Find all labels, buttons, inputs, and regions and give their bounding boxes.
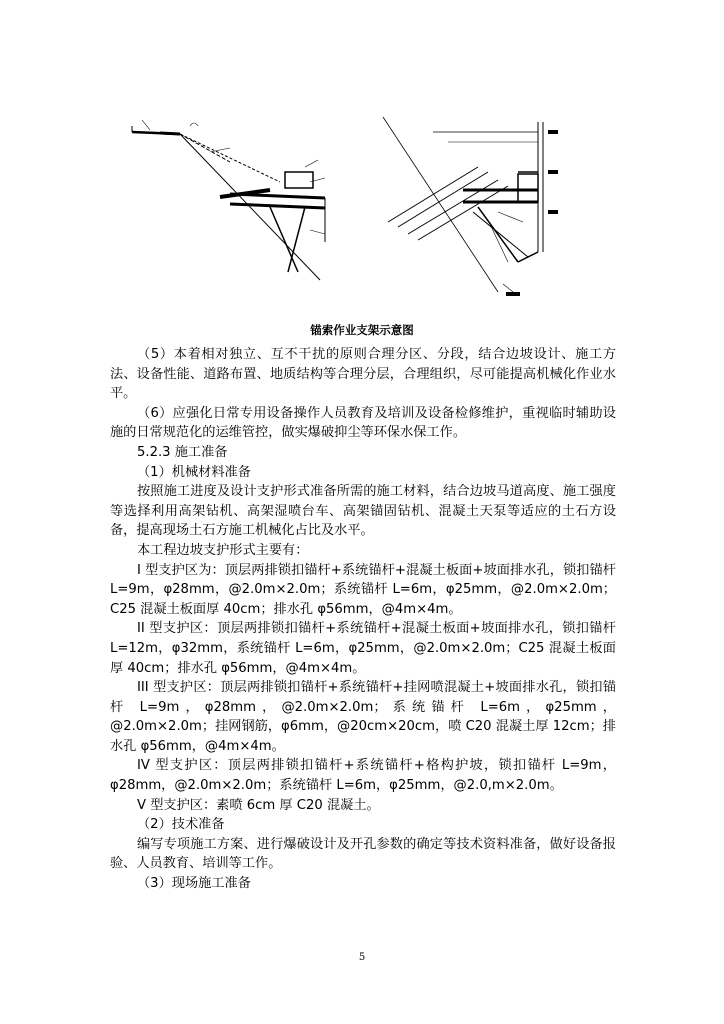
figure-left-support-schematic bbox=[120, 112, 335, 282]
paragraph: 本工程边坡支护形式主要有： bbox=[137, 542, 309, 558]
document-body bbox=[110, 345, 616, 894]
page-number: 5 bbox=[358, 952, 366, 963]
subsection-heading: （3）现场施工准备 bbox=[137, 876, 251, 892]
paragraph: 编写专项施工方案、进行爆破设计及开孔参数的确定等技术资料准备，做好设备报验、人员教育、培训等工作。 bbox=[110, 836, 616, 872]
paragraph: 按照施工进度及设计支护形式准备所需的施工材料，结合边坡马道高度、施工强度等选择利用高架钻机、高架湿喷台车、高架锚固钻机、混凝土天泵等适应的土石方设备，提高现场土石方施工机械化占比及水平。 bbox=[110, 484, 616, 539]
paragraph: （6）应强化日常专用设备操作人员教育及培训及设备检修维护，重视临时辅助设施的日常规范化的运维管控，做实爆破抑尘等环保水保工作。 bbox=[110, 405, 616, 441]
paragraph: （5）本着相对独立、互不干扰的原则合理分区、分段，结合边坡设计、施工方法、设备性能、道路布置、地质结构等合理分层，合理组织，尽可能提高机械化作业水平。 bbox=[110, 347, 616, 402]
support-type-1: I 型支护区为：顶层两排锁扣锚杆+系统锚杆+混凝土板面+坡面排水孔，锁扣锚杆 L=9m，φ28mm，@2.0m×2.0m；系统锚杆 L=6m，φ25mm，@2.0m×2.0m；C25 混凝土板面厚 40cm；排水孔 φ56mm，@4m×4m。 bbox=[110, 562, 616, 617]
figure-right-anchor-schematic bbox=[378, 112, 578, 302]
figure-caption: 锚索作业支架示意图 bbox=[310, 323, 414, 337]
support-type-3: III 型支护区：顶层两排锁扣锚杆+系统锚杆+挂网喷混凝土+坡面排水孔，锁扣锚杆 L=9m，φ28mm，@2.0m×2.0m；系统锚杆 L=6m，φ25mm，@2.0m×2.0m；挂网钢筋，φ6mm，@20cm×20cm，喷 C20 混凝土厚 12cm；排水孔 φ56mm，@4m×4m。 bbox=[110, 680, 616, 754]
subsection-heading: （1）机械材料准备 bbox=[137, 464, 251, 480]
support-type-2: II 型支护区：顶层两排锁扣锚杆+系统锚杆+混凝土板面+坡面排水孔，锁扣锚杆 L=12m，φ32mm，系统锚杆 L=6m，φ25mm，@2.0m×2.0m；C25 混凝土板面厚 40cm；排水孔 φ56mm，@4m×4m。 bbox=[110, 621, 616, 676]
subsection-heading: （2）技术准备 bbox=[137, 817, 225, 833]
section-heading: 5.2.3 施工准备 bbox=[137, 444, 228, 460]
support-type-4: IV 型支护区：顶层两排锁扣锚杆+系统锚杆+格构护坡，锁扣锚杆 L=9m，φ28mm，@2.0m×2.0m；系统锚杆 L=6m，φ25mm，@2.0,m×2.0m。 bbox=[110, 758, 616, 794]
support-type-5: V 型支护区：素喷 6cm 厚 C20 混凝土。 bbox=[137, 797, 380, 813]
